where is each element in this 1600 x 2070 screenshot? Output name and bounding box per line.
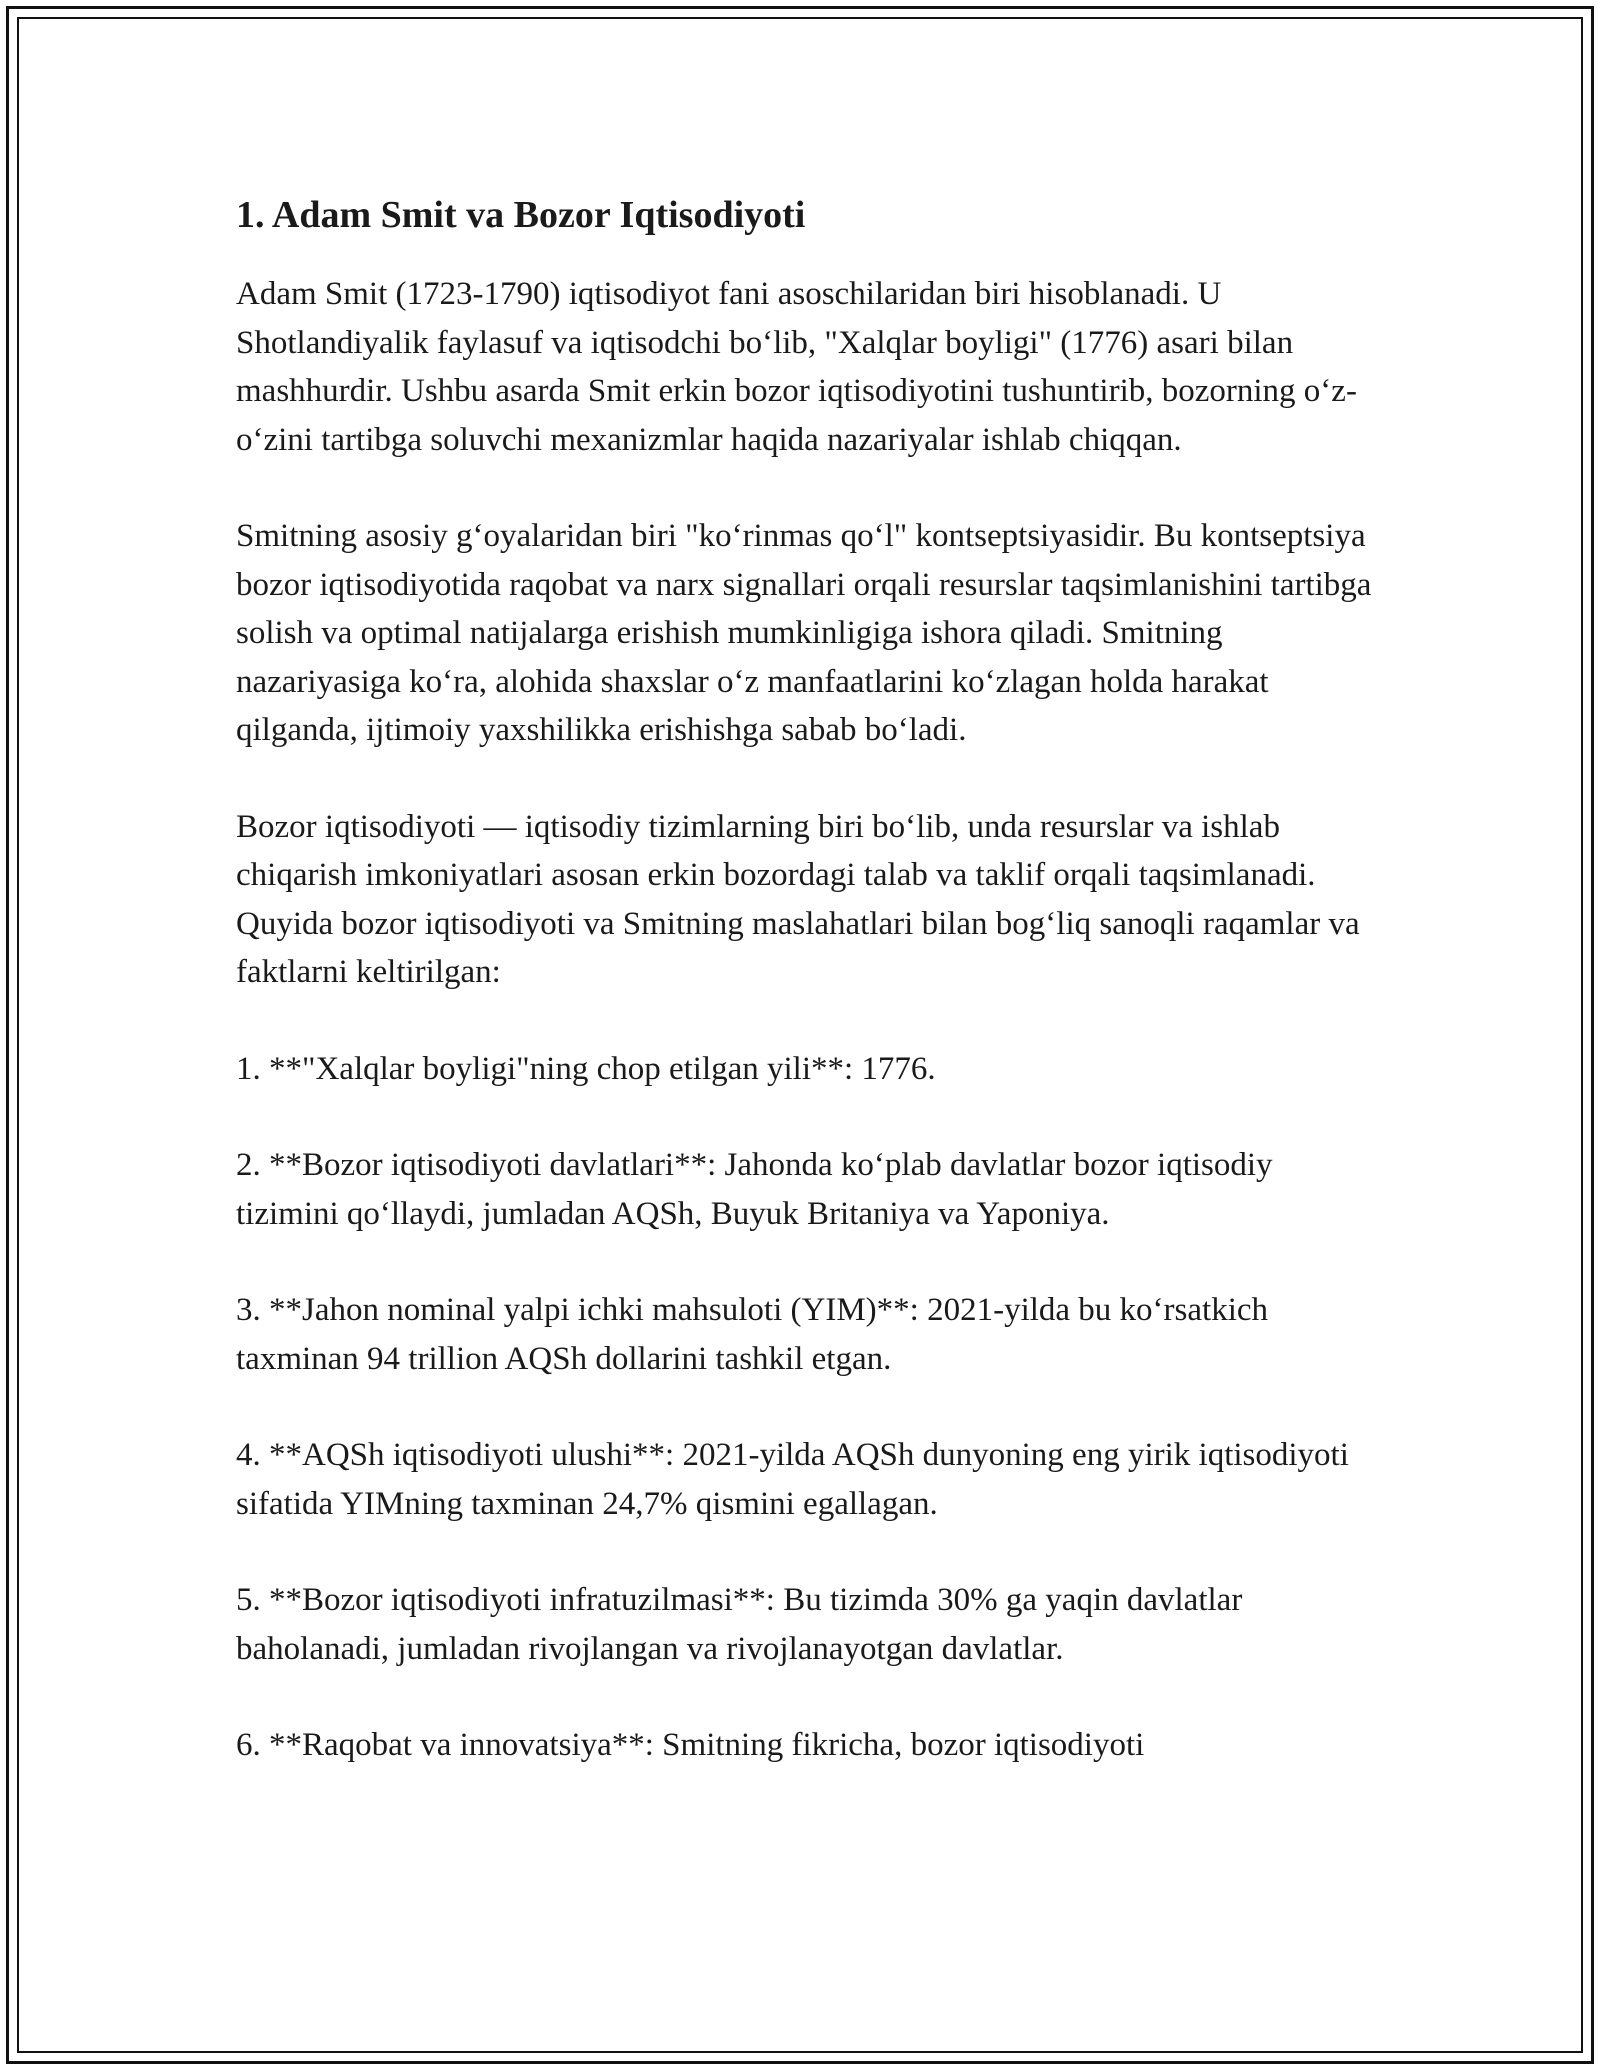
document-body: [236, 190, 1376, 1818]
paragraph-invisible-hand: Smitning asosiy g‘oyalaridan biri "ko‘rinmas qo‘l" kontseptsiyasidir. Bu kontseptsiya bozor iqtisodiyotida raqobat va narx signallari orqali resurslar taqsimlanishini tartibga solish va optimal natijalarga erishish mumkinligiga ishora qiladi. Smitning nazariyasiga ko‘ra, alohida shaxslar o‘z manfaatlarini ko‘zlagan holda harakat qilganda, ijtimoiy yaxshilikka erishishga sabab bo‘ladi.: [236, 518, 1372, 748]
paragraph-intro: Adam Smit (1723-1790) iqtisodiyot fani asoschilaridan biri hisoblanadi. U Shotlandiyalik faylasuf va iqtisodchi bo‘lib, "Xalqlar boyligi" (1776) asari bilan mashhurdir. Ushbu asarda Smit erkin bozor iqtisodiyotini tushuntirib, bozorning o‘z-o‘zini tartibga soluvchi mexanizmlar haqida nazariyalar ishlab chiqqan.: [236, 276, 1357, 458]
paragraph-market-economy: Bozor iqtisodiyoti — iqtisodiy tizimlarning biri bo‘lib, unda resurslar va ishlab chiqarish imkoniyatlari asosan erkin bozordagi talab va taklif orqali taqsimlanadi. Quyida bozor iqtisodiyoti va Smitning maslahatlari bilan bog‘liq sanoqli raqamlar va faktlarni keltirilgan:: [236, 808, 1360, 990]
list-item-6: 6. **Raqobat va innovatsiya**: Smitning fikricha, bozor iqtisodiyoti: [236, 1727, 1145, 1763]
list-item-5: 5. **Bozor iqtisodiyoti infratuzilmasi**: Bu tizimda 30% ga yaqin davlatlar baholanadi, jumladan rivojlangan va rivojlanayotgan davlatlar.: [236, 1582, 1243, 1667]
list-item-1: 1. **"Xalqlar boyligi"ning chop etilgan yili**: 1776.: [236, 1050, 936, 1087]
section-heading: 1. Adam Smit va Bozor Iqtisodiyoti: [236, 194, 806, 236]
list-item-3: 3. **Jahon nominal yalpi ichki mahsuloti (YIM)**: 2021-yilda bu ko‘rsatkich taxminan 94 trillion AQSh dollarini tashkil etgan.: [236, 1292, 1269, 1377]
list-item-4: 4. **AQSh iqtisodiyoti ulushi**: 2021-yilda AQSh dunyoning eng yirik iqtisodiyoti sifatida YIMning taxminan 24,7% qismini egallagan.: [236, 1437, 1349, 1522]
list-item-2: 2. **Bozor iqtisodiyoti davlatlari**: Jahonda ko‘plab davlatlar bozor iqtisodiy tizimini qo‘llaydi, jumladan AQSh, Buyuk Britaniya va Yaponiya.: [236, 1147, 1273, 1232]
